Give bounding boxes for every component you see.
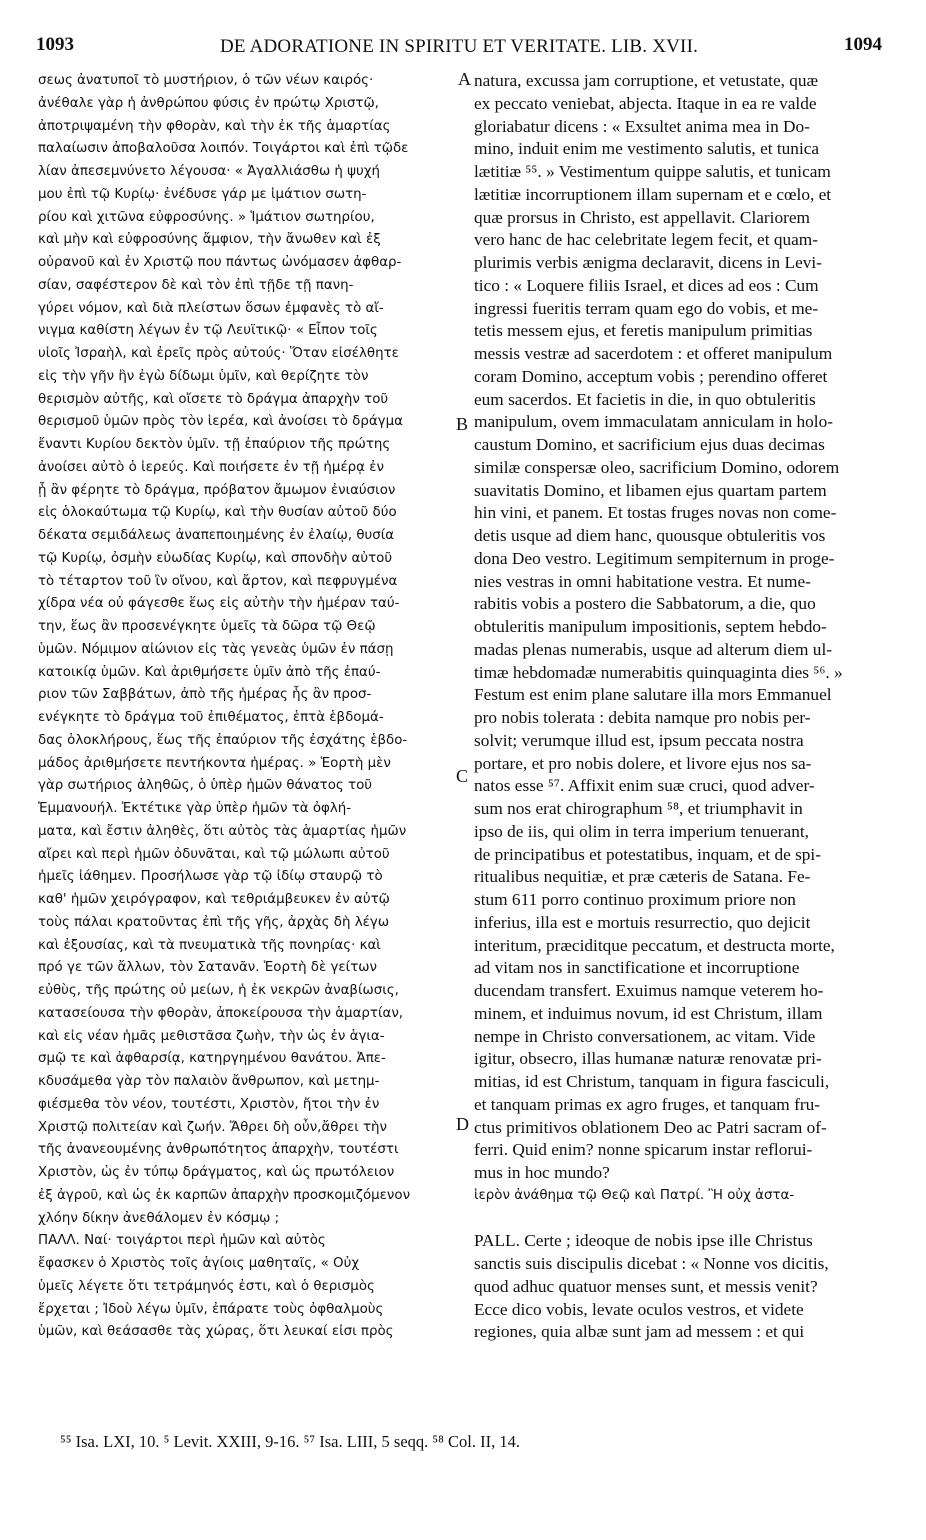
latin-text-line: coram Domino, acceptum vobis ; perendino offeret: [474, 366, 828, 386]
greek-text-line: ὑμεῖς λέγετε ὅτι τετράμηνός ἐστι, καὶ ὁ θερισμὸς: [38, 1278, 375, 1294]
greek-text-line: μου ἐπὶ τῷ Κυρίῳ· ἐνέδυσε γάρ με ἱμάτιον σωτη-: [38, 186, 367, 202]
latin-text-line: detis usque ad diem hanc, quousque obtuleritis vos: [474, 526, 826, 545]
latin-text-line: inferius, illa est e mortuis resurrectio, quo dejicit: [474, 912, 811, 932]
latin-text-line: tico : « Loquere filiis Israel, et dices ad eos : Cum: [474, 275, 819, 295]
page-number-left: 1093: [36, 34, 74, 55]
latin-text-line: similæ conspersæ oleo, sacrificium Domino, odorem: [474, 457, 840, 477]
greek-text-line: Χριστῷ πολιτείαν καὶ ζωήν. Ἄθρει δὴ οὖν,ἄθρει τὴν: [38, 1119, 388, 1135]
greek-text-line: τῷ Κυρίῳ, ὀσμὴν εὐωδίας Κυρίῳ, καὶ σπονδὴν αὐτοῦ: [38, 550, 393, 566]
latin-text-line: sanctis suis discipulis dicebat : « Nonne vos dicitis,: [474, 1254, 829, 1273]
greek-text-line: υἱοῖς Ἰσραὴλ, καὶ ἐρεῖς πρὸς αὐτούς· Ὅταν εἰσέλθητε: [38, 346, 399, 361]
latin-text-line: manipulum, ovem immaculatam anniculam in holo-: [474, 412, 833, 432]
greek-text-line: ἔρχεται ; Ἰδοὺ λέγω ὑμῖν, ἐπάρατε τοὺς ὀφθαλμοὺς: [38, 1301, 384, 1317]
latin-text-line: mus in hoc mundo?: [474, 1163, 610, 1182]
greek-text-line: ενέγκητε τὸ δράγμα τοῦ ἐπιθέματος, ἑπτὰ ἑβδομά-: [38, 710, 384, 725]
latin-text-line: pro nobis tolerata : debita namque pro nobis per-: [474, 708, 811, 727]
greek-text-line: ματα, καὶ ἔστιν ἀληθὲς, ὅτι αὐτὸς τὰς ἁμαρτίας ἡμῶν: [38, 823, 407, 839]
latin-text-line: mino, induit enim me vestimento salutis, et tunica: [474, 139, 820, 159]
greek-text-line: μάδος ἀριθμήσετε πεντήκοντα ἡμέρας. » Ἑορτὴ μὲν: [38, 755, 391, 771]
greek-text-line: πρό γε τῶν ἄλλων, τὸν Σατανᾶν. Ἑορτὴ δὲ γείτων: [38, 960, 377, 976]
greek-text-line: ἔναντι Κυρίου δεκτὸν ὑμῖν. τῇ ἐπαύριον τῆς πρώτης: [38, 437, 391, 452]
page-header: [36, 30, 882, 60]
greek-text-line: ὑμῶν. Νόμιμον αἰώνιον εἰς τὰς γενεὰς ὑμῶν ἐν πάσῃ: [38, 641, 394, 657]
greek-text-line: καὶ μὴν καὶ εὐφροσύνης ἄμφιον, τὴν ἄνωθεν καὶ ἐξ: [38, 232, 381, 248]
greek-text-line: τὸ τέταρτον τοῦ ἲν οἴνου, καὶ ἄρτον, καὶ πεφρυγμένα: [38, 573, 398, 589]
greek-text-line: εὐθὺς, τῆς πρώτης οὐ μείων, ἡ ἐκ νεκρῶν ἀναβίωσις,: [38, 983, 399, 998]
greek-text-line: τῆς ἀνανεουμένης ἀνθρωπότητος ἀπαρχὴν, τουτέστι: [38, 1142, 399, 1158]
greek-column: [38, 70, 456, 1344]
greek-text-line: ΠΑΛΛ. Ναί· τοιγάρτοι περὶ ἡμῶν καὶ αὐτὸς: [38, 1233, 326, 1249]
paragraph-gap: [474, 1208, 892, 1231]
greek-text-line: την, ἕως ἂν προσενέγκητε ὑμεῖς τὰ δῶρα τῷ Θεῷ: [38, 619, 376, 634]
greek-text-line: ρίου καὶ χιτῶνα εὐφροσύνης. » Ἱμάτιον σωτηρίου,: [38, 209, 375, 225]
greek-text-line: χλόην δίκην ἀνεθάλομεν ἐν κόσμῳ ;: [38, 1210, 280, 1226]
greek-text-line: παλαίωσιν ἀποβαλοῦσα λοιπόν. Τοιγάρτοι καὶ ἐπὶ τῷδε: [38, 141, 409, 157]
greek-text-line: χίδρα νέα οὐ φάγεσθε ἕως εἰς αὐτὴν τὴν ἡμέραν ταύ-: [38, 596, 400, 612]
latin-text-line: quæ prorsus in Christo, est appellavit. Clariorem: [474, 207, 810, 227]
latin-text-line: plurimis verbis ænigma declaravit, dicens in Levi-: [474, 253, 822, 272]
greek-text-line: νιγμα καθίστη λέγων ἐν τῷ Λευϊτικῷ· « Εἶπον τοῖς: [38, 323, 378, 339]
footnotes: ⁵⁵ Isa. LXI, 10. ⁵ Levit. XXIII, 9-16. ⁵⁷ Isa. LIII, 5 seqq. ⁵⁸ Col. II, 14.: [60, 1432, 521, 1451]
latin-text-line: regiones, quia albæ sunt jam ad messem : et qui: [474, 1322, 805, 1342]
greek-text-line: κατοικίᾳ ὑμῶν. Καὶ ἀριθμήσετε ὑμῖν ἀπὸ τῆς ἐπαύ-: [38, 664, 381, 680]
greek-text-line: σίαν, σαφέστερον δὲ καὶ τὸν ἐπὶ τῇδε τῇ πανη-: [38, 277, 354, 293]
greek-text-line: αἴρει καὶ περὶ ἡμῶν ὀδυνᾶται, καὶ τῷ μώλωπι αὐτοῦ: [38, 846, 390, 862]
margin-letter-c: C: [456, 766, 469, 786]
latin-text-line: ingressi fueritis terram quam ego do vobis, et me-: [474, 298, 819, 318]
latin-text-line: lætitiæ incorruptionem illam supernam et e cœlo, et: [474, 184, 832, 204]
latin-text-line: vero hanc de hac celebritate legem fecit, et quam-: [474, 230, 818, 250]
greek-text-line: καὶ ἐξουσίας, καὶ τὰ πνευματικὰ τῆς πονηρίας· καὶ: [38, 937, 381, 953]
greek-tail-line: ἱερὸν ἀνάθημα τῷ Θεῷ καὶ Πατρί. Ἢ οὐχ ἀστα-: [474, 1187, 795, 1203]
page-number-right: 1094: [844, 34, 882, 55]
latin-text-line: suavitatis Domino, et libamen ejus quartam partem: [474, 480, 827, 500]
greek-text-line: γύρει νόμον, καὶ διὰ πλείστων ὅσων ἐμφανὲς τὸ αἴ-: [38, 300, 384, 316]
latin-text-line: messis vestræ ad sacerdotem : et offeret manipulum: [474, 344, 833, 363]
greek-text-line: δέκατα σεμιδάλεως ἀναπεποιημένης ἐν ἐλαίῳ, θυσία: [38, 528, 395, 543]
greek-text-line: καὶ εἰς νέαν ἡμᾶς μεθιστᾶσα ζωὴν, τὴν ὡς ἐν ἁγια-: [38, 1028, 385, 1044]
latin-text-line: timæ hebdomadæ numerabitis quinquaginta dies ⁵⁶. »: [474, 662, 843, 682]
latin-text-line: tetis messem ejus, et feretis manipulum primitias: [474, 321, 813, 341]
latin-text-line: ctus primitivos oblationem Deo ac Patri sacram of-: [474, 1117, 827, 1137]
greek-text-line: γὰρ σωτήριος ἀληθῶς, ὁ ὑπὲρ ἡμῶν θάνατος τοῦ: [38, 778, 373, 794]
latin-text-line: ritualibus nequitiæ, et præ cæteris de Satana. Fe-: [474, 867, 811, 887]
greek-text-line: εἰς τὴν γῆν ἣν ἐγὼ δίδωμι ὑμῖν, καὶ θερίζητε τὸν: [38, 368, 369, 384]
latin-text-line: madas plenas numerabis, usque ad alterum diem ul-: [474, 639, 833, 659]
greek-text-line: θερισμὸν αὐτῆς, καὶ οἴσετε τὸ δράγμα ἀπαρχὴν τοῦ: [38, 391, 389, 407]
latin-text-line: nempe in Christo conversationem, ac vitam. Vide: [474, 1026, 816, 1046]
greek-text-line: φιέσμεθα τὸν νέον, τουτέστι, Χριστὸν, ἤτοι τὴν ἐν: [38, 1096, 380, 1112]
greek-text-line: καθ' ἡμῶν χειρόγραφον, καὶ τεθριάμβευκεν ἐν αὐτῷ: [38, 892, 390, 907]
latin-text-line: PALL. Certe ; ideoque de nobis ipse ille Christus: [474, 1231, 813, 1251]
margin-letter-a: A: [458, 69, 471, 89]
latin-text-line: ex peccato veniebat, abjecta. Itaque in ea re valde: [474, 93, 817, 113]
greek-text-line: ἡμεῖς ἰάθημεν. Προσήλωσε γὰρ τῷ ἰδίῳ σταυρῷ τὸ: [38, 869, 383, 885]
greek-text-line: σεως ἀνατυποῖ τὸ μυστήριον, ὁ τῶν νέων καιρός·: [38, 73, 374, 88]
latin-text-line: de principatibus et potestatibus, inquam, et de spi-: [474, 844, 821, 864]
greek-text-line: εἰς ὁλοκαύτωμα τῷ Κυρίῳ, καὶ τὴν θυσίαν αὐτοῦ δύο: [38, 505, 397, 521]
greek-text-line: ἔφασκεν ὁ Χριστὸς τοῖς ἁγίοις μαθηταῖς, « Οὐχ: [38, 1256, 360, 1271]
greek-text-line: ἐξ ἀγροῦ, καὶ ὡς ἐκ καρπῶν ἀπαρχὴν προσκομιζόμενον: [38, 1187, 411, 1203]
margin-letter-b: B: [456, 414, 469, 434]
latin-text-line: natura, excussa jam corruptione, et vetustate, quæ: [474, 71, 819, 90]
greek-text-line: ἀποτριψαμένη τὴν φθορὰν, καὶ τὴν ἐκ τῆς ἁμαρτίας: [38, 118, 391, 134]
greek-text-line: ἀνοίσει αὐτὸ ὁ ἱερεύς. Καὶ ποιήσετε ἐν τῇ ἡμέρᾳ ἐν: [38, 459, 384, 475]
latin-text-line: eum sacerdos. Et facietis in die, in quo obtuleritis: [474, 389, 816, 409]
latin-text-line: sum nos erat chirographum ⁵⁸, et triumphavit in: [474, 799, 803, 818]
latin-text-line: stum 611 porro continuo proximum priore non: [474, 890, 796, 909]
latin-text-line: gloriabatur dicens : « Exsultet anima mea in Do-: [474, 116, 810, 136]
latin-text-line: mitias, id est Christum, tanquam in figura fasciculi,: [474, 1072, 830, 1091]
latin-text-line: ducendam transfert. Exuimus namque veterem ho-: [474, 981, 824, 1000]
greek-text-line: Ἐμμανουήλ. Ἐκτέτικε γὰρ ὑπὲρ ἡμῶν τὰ ὀφλή-: [38, 801, 352, 816]
latin-text-line: et tanquam primas ex agro fruges, et tanquam fru-: [474, 1094, 820, 1114]
greek-text-line: σμῷ τε καὶ ἀφθαρσίᾳ, κατηργημένου θανάτου. Ἀπε-: [38, 1051, 386, 1067]
latin-text-line: dona Deo vestro. Legitimum sempiternum in proge-: [474, 548, 835, 568]
latin-text-line: solvit; verumque illud est, ipsum peccata nostra: [474, 730, 804, 750]
greek-text-line: ριον τῶν Σαββάτων, ἀπὸ τῆς ἡμέρας ἧς ἂν προσ-: [38, 687, 372, 703]
latin-column: [474, 70, 892, 1344]
latin-text-line: nies vestras in omni habitatione vestra. Et nume-: [474, 571, 811, 591]
latin-text-line: ipso de iis, qui olim in terra imperium tenuerant,: [474, 821, 809, 841]
running-title: DE ADORATIONE IN SPIRITU ET VERITATE. LIB. XVII.: [219, 36, 699, 57]
greek-text-line: δας ὁλοκλήρους, ἕως τῆς ἐπαύριον τῆς ἐσχάτης ἑβδο-: [38, 732, 408, 748]
greek-text-line: Χριστὸν, ὡς ἐν τύπῳ δράγματος, καὶ ὡς πρωτόλειον: [38, 1165, 395, 1180]
greek-text-line: λίαν ἀπεσεμνύνετο λέγουσα· « Ἀγαλλιάσθω ἡ ψυχή: [38, 164, 380, 179]
greek-text-line: ἀνέθαλε γὰρ ἡ ἀνθρώπου φύσις ἐν πρώτῳ Χριστῷ,: [38, 95, 379, 111]
latin-text-line: minem, et induimus novum, id est Christum, illam: [474, 1003, 823, 1023]
latin-text-line: caustum Domino, et sacrificium ejus duas decimas: [474, 435, 825, 454]
greek-text-line: ὑμῶν, καὶ θεάσασθε τὰς χώρας, ὅτι λευκαί εἰσι πρὸς: [38, 1324, 394, 1340]
latin-text-line: Festum est enim plane salutare illa mors Emmanuel: [474, 685, 832, 705]
greek-text-line: οὐρανοῦ καὶ ἐν Χριστῷ που πάντως ὠνόμασεν ἀφθαρ-: [38, 255, 402, 270]
greek-text-line: ᾗ ἂν φέρητε τὸ δράγμα, πρόβατον ἄμωμον ἐνιαύσιον: [38, 482, 396, 498]
latin-text-line: portare, et pro nobis dolere, et livore ejus nos sa-: [474, 753, 812, 773]
greek-text-line: θερισμοῦ ὑμῶν πρὸς τὸν ἱερέα, καὶ ἀνοίσει τὸ δράγμα: [38, 414, 403, 430]
latin-text-line: hin vini, et panem. Et tostas fruges novas non come-: [474, 503, 837, 523]
latin-text-line: quod adhuc quatuor menses sunt, et messis venit?: [474, 1276, 818, 1296]
margin-letter-d: D: [456, 1114, 469, 1134]
latin-text-line: ad vitam nos in sanctificatione et incorruptione: [474, 958, 800, 978]
latin-text-line: interitum, præciditque peccatum, et destructa morte,: [474, 935, 835, 955]
latin-text-line: igitur, obsecro, illas humanæ naturæ renovatæ pri-: [474, 1049, 822, 1069]
latin-text-line: obtuleritis manipulum impositionis, septem hebdo-: [474, 617, 827, 636]
latin-text-line: rabitis vobis a postero die Sabbatorum, a die, quo: [474, 594, 816, 614]
latin-text-line: lætitiæ ⁵⁵. » Vestimentum quippe salutis, et tunicam: [474, 162, 831, 181]
greek-text-line: κδυσάμεθα γὰρ τὸν παλαιὸν ἄνθρωπον, καὶ μετημ-: [38, 1074, 380, 1089]
greek-text-line: τοὺς πάλαι κρατοῦντας ἐπὶ τῆς γῆς, ἀρχὰς δὴ λέγω: [38, 914, 390, 930]
latin-text-line: ferri. Quid enim? nonne spicarum instar reflorui-: [474, 1140, 813, 1160]
latin-text-line: Ecce dico vobis, levate oculos vestros, et videte: [474, 1299, 804, 1319]
greek-text-line: κατασείουσα τὴν φθορὰν, ἀποκείρουσα τὴν ἁμαρτίαν,: [38, 1005, 404, 1021]
latin-text-line: natos esse ⁵⁷. Affixit enim suæ cruci, quod adver-: [474, 776, 815, 796]
